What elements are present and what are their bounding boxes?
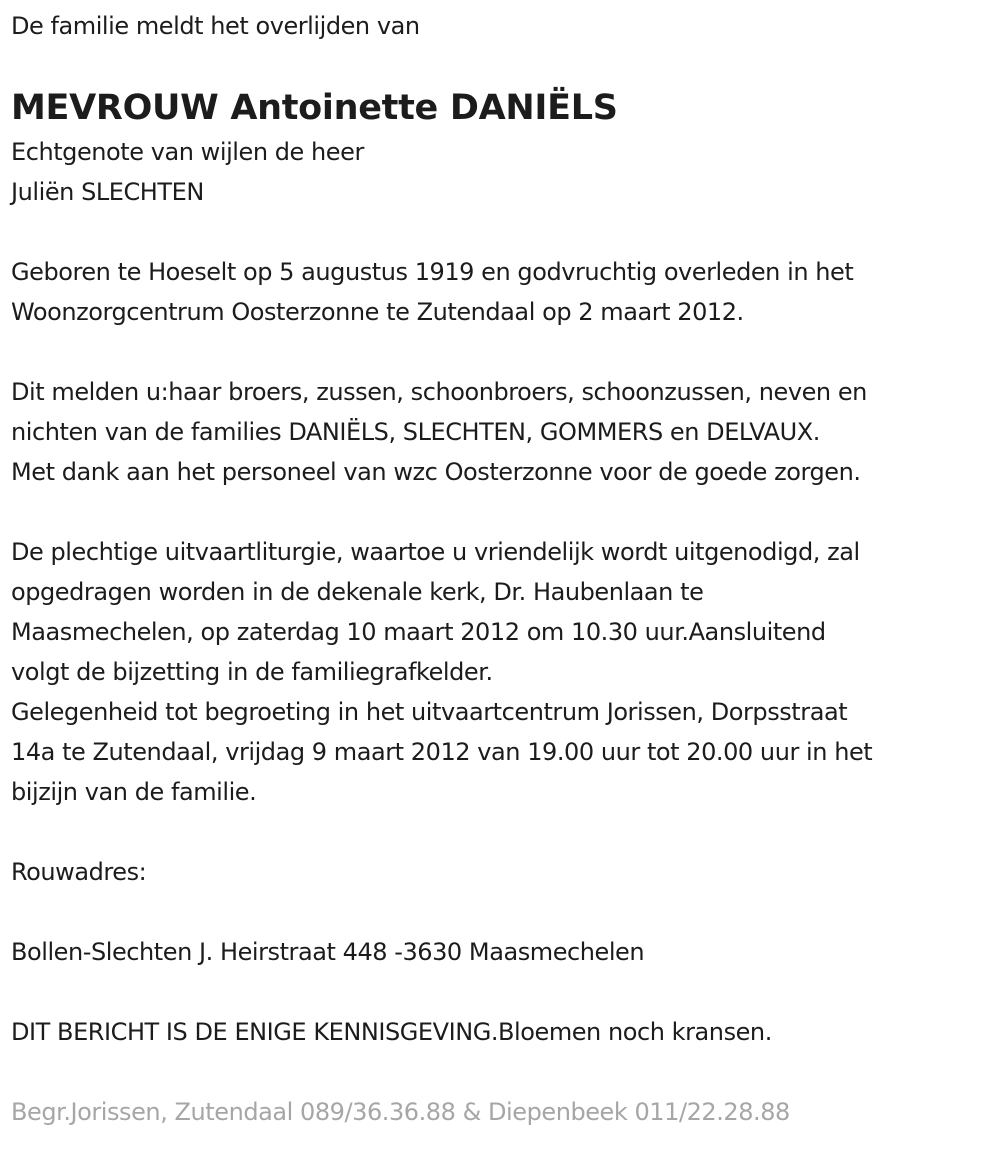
spacer <box>11 332 1000 372</box>
sole-notice-text: DIT BERICHT IS DE ENIGE KENNISGEVING.Bloemen noch kransen. <box>11 1018 772 1046</box>
paragraph-line: bijzijn van de familie. <box>11 778 257 806</box>
spacer <box>11 212 1000 252</box>
funeral-paragraph <box>11 532 1000 812</box>
family-paragraph <box>11 372 1000 492</box>
paragraph-line: volgt de bijzetting in de familiegrafkelder. <box>11 658 493 686</box>
paragraph-line: Met dank aan het personeel van wzc Oosterzonne voor de goede zorgen. <box>11 458 861 486</box>
paragraph-line: Woonzorgcentrum Oosterzonne te Zutendaal op 2 maart 2012. <box>11 298 744 326</box>
paragraph-line: Maasmechelen, op zaterdag 10 maart 2012 om 10.30 uur.Aansluitend <box>11 618 826 646</box>
spacer <box>11 972 1000 1012</box>
mourning-address-label: Rouwadres: <box>11 858 147 886</box>
paragraph-line: nichten van de families DANIËLS, SLECHTEN, GOMMERS en DELVAUX. <box>11 418 820 446</box>
deceased-name-heading: MEVROUW Antoinette DANIËLS <box>11 88 618 128</box>
paragraph-line: Dit melden u:haar broers, zussen, schoonbroers, schoonzussen, neven en <box>11 378 867 406</box>
mourning-address: Bollen-Slechten J. Heirstraat 448 -3630 Maasmechelen <box>11 938 645 966</box>
spacer <box>11 892 1000 932</box>
spouse-line: Juliën SLECHTEN <box>11 178 204 206</box>
paragraph-line: De plechtige uitvaartliturgie, waartoe u vriendelijk wordt uitgenodigd, zal <box>11 538 860 566</box>
spouse-block <box>11 132 1000 212</box>
birth-death-paragraph <box>11 252 1000 332</box>
spacer <box>11 812 1000 852</box>
paragraph-line: 14a te Zutendaal, vrijdag 9 maart 2012 van 19.00 uur tot 20.00 uur in het <box>11 738 873 766</box>
paragraph-line: Geboren te Hoeselt op 5 augustus 1919 en godvruchtig overleden in het <box>11 258 854 286</box>
spacer <box>11 1052 1000 1092</box>
spouse-line: Echtgenote van wijlen de heer <box>11 138 364 166</box>
spacer <box>11 492 1000 532</box>
paragraph-line: opgedragen worden in de dekenale kerk, Dr. Haubenlaan te <box>11 578 704 606</box>
intro-text: De familie meldt het overlijden van <box>11 12 420 40</box>
funeral-home-footer: Begr.Jorissen, Zutendaal 089/36.36.88 & Diepenbeek 011/22.28.88 <box>11 1098 790 1126</box>
paragraph-line: Gelegenheid tot begroeting in het uitvaartcentrum Jorissen, Dorpsstraat <box>11 698 848 726</box>
